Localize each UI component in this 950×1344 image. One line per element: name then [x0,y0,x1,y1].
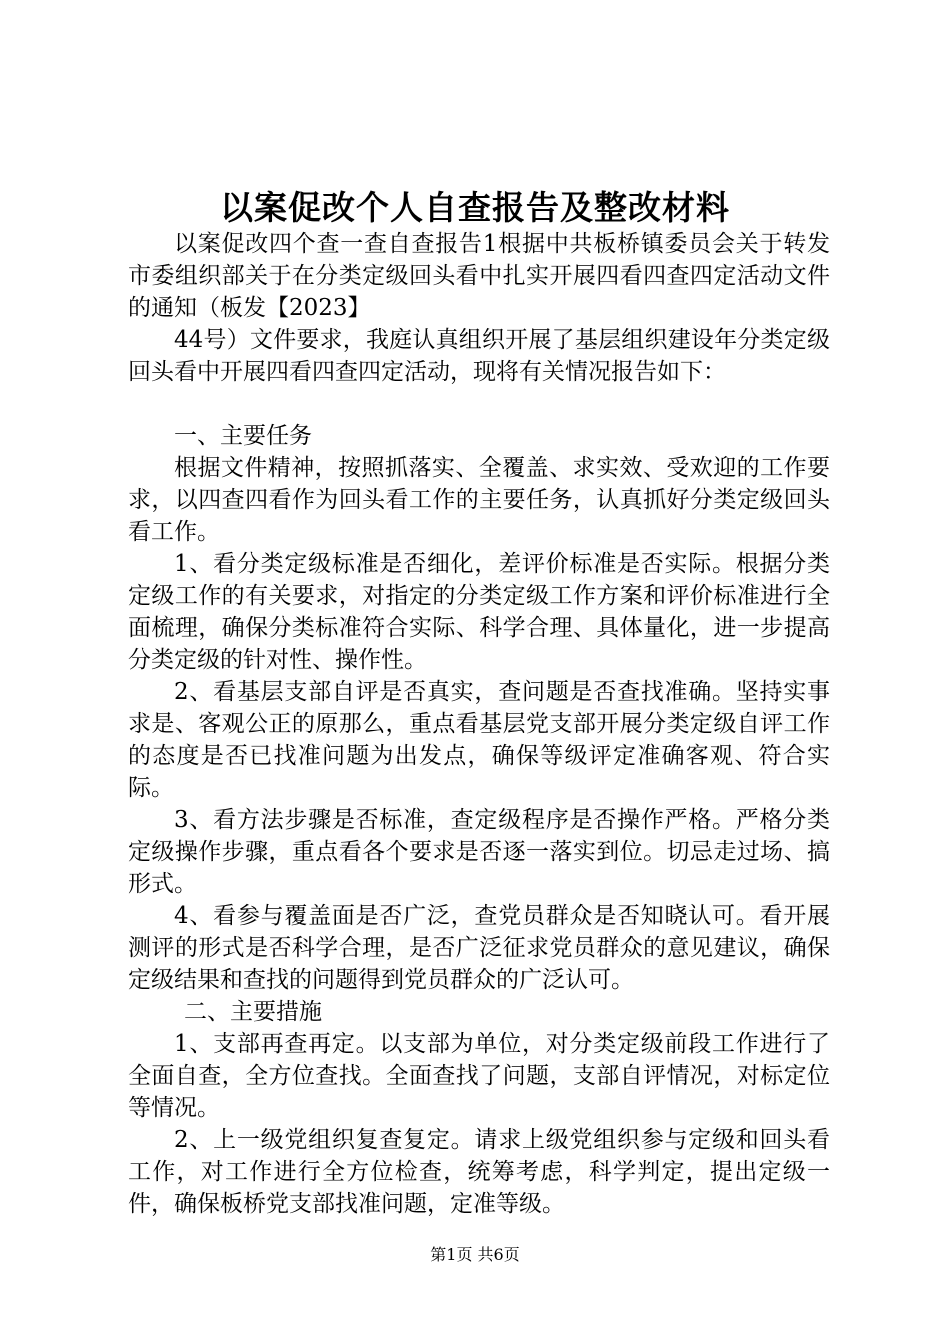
section-heading-main-tasks: 一、主要任务 [174,423,312,449]
paragraph-measure-2: 2、上一级党组织复查复定。请求上级党组织参与定级和回头看工作，对工作进行全方位检查，统筹考虑，科学判定，提出定级一件，确保板桥党支部找准问题，定准等级。 [128,1127,830,1217]
document-title: 以案促改个人自查报告及整改材料 [220,188,730,227]
document-body [128,228,830,1220]
paragraph-task-2: 2、看基层支部自评是否真实，查问题是否查找准确。坚持实事求是、客观公正的原那么，重点看基层党支部开展分类定级自评工作的态度是否已找准问题为出发点，确保等级评定准确客观、符合实际。 [128,679,830,801]
paragraph-intro: 以案促改四个查一查自查报告1根据中共板桥镇委员会关于转发市委组织部关于在分类定级回头看中扎实开展四看四查四定活动文件的通知（板发【2023】 [128,231,830,321]
section-heading-main-measures: 二、主要措施 [184,999,322,1025]
paragraph-intro-continued: 44号）文件要求，我庭认真组织开展了基层组织建设年分类定级回头看中开展四看四查四定活动，现将有关情况报告如下： [128,327,830,385]
page-footer: 第1页 共6页 [430,1245,520,1264]
paragraph-task-3: 3、看方法步骤是否标准，查定级程序是否操作严格。严格分类定级操作步骤，重点看各个要求是否逐一落实到位。切忌走过场、搞形式。 [128,807,830,897]
paragraph-task-1: 1、看分类定级标准是否细化，差评价标准是否实际。根据分类定级工作的有关要求，对指定的分类定级工作方案和评价标准进行全面梳理，确保分类标准符合实际、科学合理、具体量化，进一步提高分类定级的针对性、操作性。 [128,551,830,673]
paragraph-main-tasks: 根据文件精神，按照抓落实、全覆盖、求实效、受欢迎的工作要求，以四查四看作为回头看工作的主要任务，认真抓好分类定级回头看工作。 [128,455,830,545]
paragraph-task-4: 4、看参与覆盖面是否广泛，查党员群众是否知晓认可。看开展测评的形式是否科学合理，是否广泛征求党员群众的意见建议，确保定级结果和查找的问题得到党员群众的广泛认可。 [128,903,830,993]
paragraph-measure-1: 1、支部再查再定。以支部为单位，对分类定级前段工作进行了全面自查，全方位查找。全面查找了问题，支部自评情况，对标定位等情况。 [128,1031,830,1121]
